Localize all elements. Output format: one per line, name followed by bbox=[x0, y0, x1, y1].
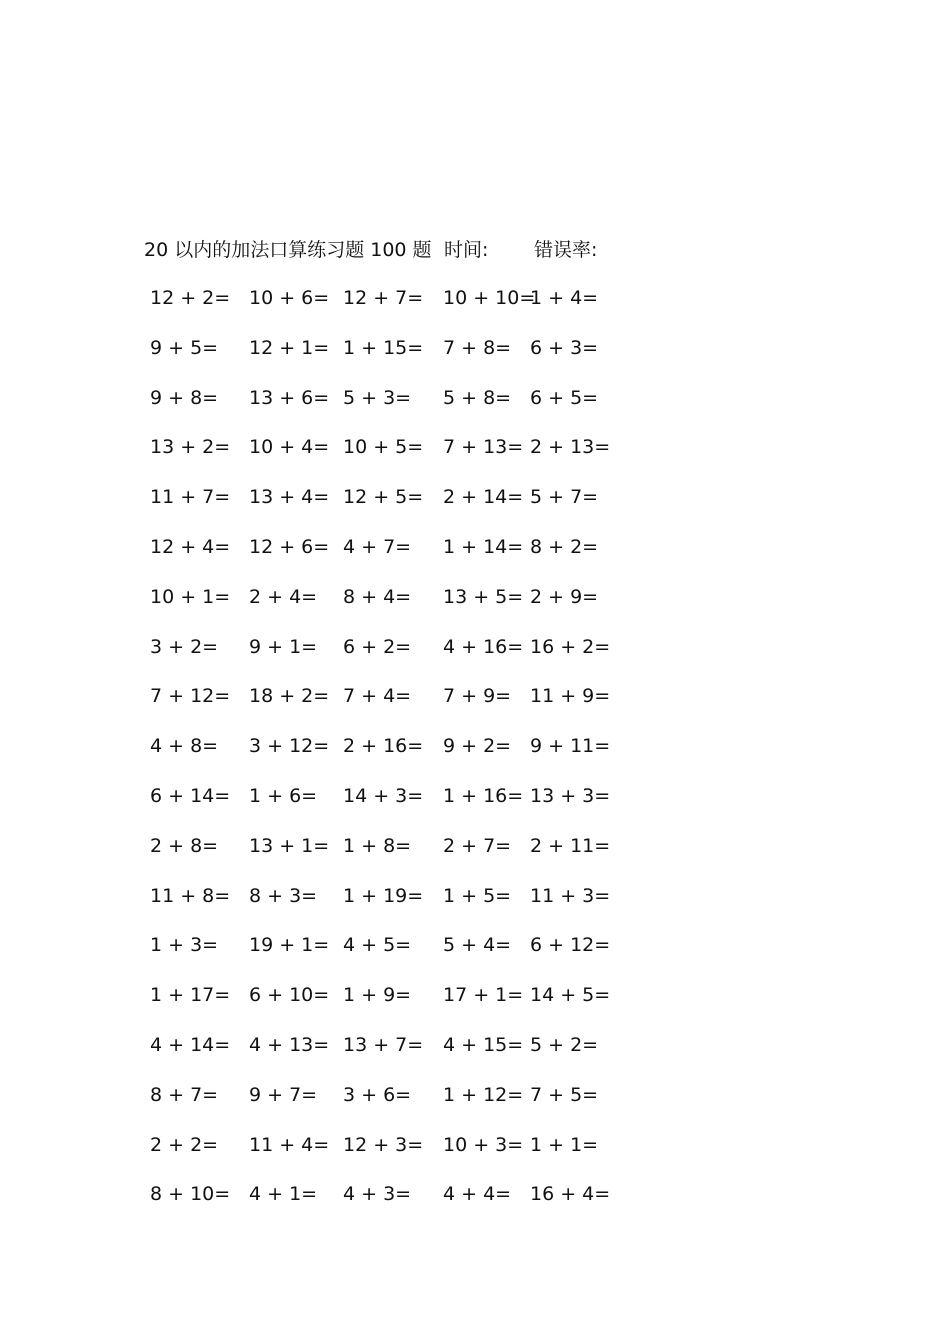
problem-item: 9 + 5= bbox=[150, 336, 219, 359]
problem-row bbox=[144, 732, 664, 782]
problem-item: 1 + 3= bbox=[150, 934, 219, 957]
problem-item: 6 + 10= bbox=[249, 984, 330, 1007]
problem-item: 11 + 7= bbox=[150, 486, 231, 509]
problem-item: 2 + 2= bbox=[150, 1133, 219, 1156]
problem-item: 9 + 1= bbox=[249, 635, 318, 658]
problem-item: 18 + 2= bbox=[249, 685, 330, 708]
problem-item: 11 + 8= bbox=[150, 884, 231, 907]
problem-item: 2 + 13= bbox=[530, 436, 611, 459]
problem-row bbox=[144, 533, 664, 583]
problem-item: 13 + 7= bbox=[343, 1033, 424, 1056]
problem-item: 1 + 9= bbox=[343, 984, 412, 1007]
problem-item: 2 + 9= bbox=[530, 585, 599, 608]
problem-item: 12 + 4= bbox=[150, 535, 231, 558]
worksheet-title: 20 以内的加法口算练习题 100 题 bbox=[144, 239, 432, 261]
problem-item: 13 + 1= bbox=[249, 834, 330, 857]
problem-item: 1 + 17= bbox=[150, 984, 231, 1007]
problem-row bbox=[144, 832, 664, 882]
problem-row bbox=[144, 483, 664, 533]
problem-item: 13 + 5= bbox=[443, 585, 524, 608]
problem-item: 1 + 15= bbox=[343, 336, 424, 359]
problem-row bbox=[144, 882, 664, 932]
problem-item: 8 + 4= bbox=[343, 585, 412, 608]
problem-item: 16 + 4= bbox=[530, 1183, 611, 1206]
problem-item: 4 + 13= bbox=[249, 1033, 330, 1056]
problem-item: 12 + 7= bbox=[343, 287, 424, 309]
problem-item: 7 + 4= bbox=[343, 685, 412, 708]
problem-row bbox=[144, 433, 664, 483]
problem-row bbox=[144, 1031, 664, 1081]
problem-item: 14 + 3= bbox=[343, 784, 424, 807]
problem-item: 13 + 4= bbox=[249, 486, 330, 509]
problem-item: 1 + 16= bbox=[443, 784, 524, 807]
problem-item: 2 + 16= bbox=[343, 735, 424, 758]
problem-item: 10 + 6= bbox=[249, 287, 330, 309]
problem-item: 6 + 3= bbox=[530, 336, 599, 359]
problem-item: 12 + 5= bbox=[343, 486, 424, 509]
problem-item: 3 + 6= bbox=[343, 1083, 412, 1106]
problem-item: 5 + 7= bbox=[530, 486, 599, 509]
problem-item: 5 + 3= bbox=[343, 386, 412, 409]
problem-item: 14 + 5= bbox=[530, 984, 611, 1007]
problem-item: 12 + 1= bbox=[249, 336, 330, 359]
problem-item: 9 + 2= bbox=[443, 735, 512, 758]
problem-row bbox=[144, 1180, 664, 1230]
problem-item: 4 + 16= bbox=[443, 635, 524, 658]
problem-item: 11 + 9= bbox=[530, 685, 611, 708]
problem-item: 6 + 12= bbox=[530, 934, 611, 957]
problem-item: 17 + 1= bbox=[443, 984, 524, 1007]
problem-item: 2 + 7= bbox=[443, 834, 512, 857]
problem-item: 8 + 3= bbox=[249, 884, 318, 907]
problem-row bbox=[144, 1131, 664, 1181]
problem-item: 4 + 8= bbox=[150, 735, 219, 758]
problem-item: 16 + 2= bbox=[530, 635, 611, 658]
problem-grid bbox=[144, 284, 664, 1230]
problem-item: 2 + 11= bbox=[530, 834, 611, 857]
problem-item: 9 + 8= bbox=[150, 386, 219, 409]
problem-row bbox=[144, 981, 664, 1031]
problem-item: 19 + 1= bbox=[249, 934, 330, 957]
problem-item: 10 + 1= bbox=[150, 585, 231, 608]
problem-row bbox=[144, 782, 664, 832]
problem-item: 1 + 5= bbox=[443, 884, 512, 907]
problem-item: 5 + 8= bbox=[443, 386, 512, 409]
problem-item: 6 + 2= bbox=[343, 635, 412, 658]
problem-item: 8 + 2= bbox=[530, 535, 599, 558]
problem-row bbox=[144, 682, 664, 732]
problem-item: 5 + 2= bbox=[530, 1033, 599, 1056]
problem-item: 1 + 19= bbox=[343, 884, 424, 907]
problem-item: 7 + 8= bbox=[443, 336, 512, 359]
problem-item: 8 + 7= bbox=[150, 1083, 219, 1106]
problem-item: 11 + 4= bbox=[249, 1133, 330, 1156]
problem-item: 12 + 3= bbox=[343, 1133, 424, 1156]
problem-item: 6 + 14= bbox=[150, 784, 231, 807]
problem-row bbox=[144, 633, 664, 683]
problem-item: 10 + 4= bbox=[249, 436, 330, 459]
problem-item: 8 + 10= bbox=[150, 1183, 231, 1206]
problem-item: 9 + 7= bbox=[249, 1083, 318, 1106]
problem-item: 7 + 9= bbox=[443, 685, 512, 708]
problem-item: 1 + 4= bbox=[530, 287, 599, 309]
problem-item: 7 + 12= bbox=[150, 685, 231, 708]
problem-item: 1 + 6= bbox=[249, 784, 318, 807]
problem-item: 1 + 1= bbox=[530, 1133, 599, 1156]
problem-item: 10 + 10= bbox=[443, 287, 536, 309]
problem-item: 3 + 2= bbox=[150, 635, 219, 658]
problem-item: 9 + 11= bbox=[530, 735, 611, 758]
problem-item: 4 + 14= bbox=[150, 1033, 231, 1056]
problem-row bbox=[144, 931, 664, 981]
problem-item: 6 + 5= bbox=[530, 386, 599, 409]
error-rate-label: 错误率: bbox=[534, 239, 598, 261]
problem-item: 7 + 13= bbox=[443, 436, 524, 459]
problem-item: 4 + 15= bbox=[443, 1033, 524, 1056]
problem-item: 13 + 2= bbox=[150, 436, 231, 459]
problem-item: 10 + 3= bbox=[443, 1133, 524, 1156]
problem-item: 1 + 8= bbox=[343, 834, 412, 857]
problem-row bbox=[144, 583, 664, 633]
problem-item: 4 + 1= bbox=[249, 1183, 318, 1206]
problem-item: 2 + 4= bbox=[249, 585, 318, 608]
problem-item: 12 + 2= bbox=[150, 287, 231, 309]
problem-item: 1 + 14= bbox=[443, 535, 524, 558]
problem-item: 4 + 5= bbox=[343, 934, 412, 957]
problem-item: 3 + 12= bbox=[249, 735, 330, 758]
problem-item: 1 + 12= bbox=[443, 1083, 524, 1106]
problem-row bbox=[144, 384, 664, 434]
problem-item: 2 + 14= bbox=[443, 486, 524, 509]
problem-item: 4 + 3= bbox=[343, 1183, 412, 1206]
problem-item: 13 + 3= bbox=[530, 784, 611, 807]
problem-item: 2 + 8= bbox=[150, 834, 219, 857]
problem-row bbox=[144, 284, 664, 334]
time-label: 时间: bbox=[444, 239, 489, 261]
problem-item: 4 + 7= bbox=[343, 535, 412, 558]
problem-item: 12 + 6= bbox=[249, 535, 330, 558]
problem-item: 13 + 6= bbox=[249, 386, 330, 409]
problem-item: 5 + 4= bbox=[443, 934, 512, 957]
problem-row bbox=[144, 334, 664, 384]
problem-item: 7 + 5= bbox=[530, 1083, 599, 1106]
problem-item: 11 + 3= bbox=[530, 884, 611, 907]
problem-item: 10 + 5= bbox=[343, 436, 424, 459]
problem-item: 4 + 4= bbox=[443, 1183, 512, 1206]
problem-row bbox=[144, 1081, 664, 1131]
